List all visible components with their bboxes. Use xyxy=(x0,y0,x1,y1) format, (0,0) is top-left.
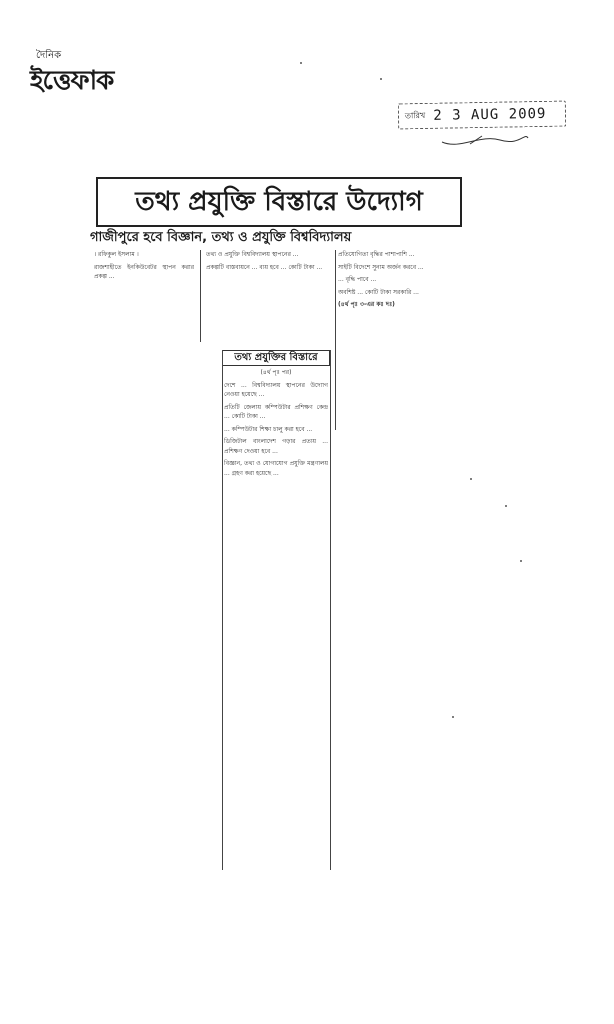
column-1-paragraph: । রফিকুল ইসলাম । xyxy=(94,251,139,258)
box-border-left xyxy=(222,350,223,870)
column-2-paragraph: তথ্য ও প্রযুক্তি বিশ্ববিদ্যালয় স্থাপনের ... xyxy=(206,251,299,258)
column-divider xyxy=(200,250,201,342)
continuation-note: (৪র্থ পৃঃ ৩-এর কঃ দঃ) xyxy=(338,301,395,308)
box-border-right xyxy=(330,350,331,870)
column-3 xyxy=(338,250,466,430)
column-divider xyxy=(335,250,336,430)
column-3-paragraph: সাইটি বিদেশে সুনাম অর্জন করবে ... xyxy=(338,263,424,271)
newspaper-masthead: ইত্তেফাক xyxy=(30,66,114,96)
scan-speck xyxy=(380,78,382,80)
column-1 xyxy=(94,250,194,342)
date-stamp-value: 2 3 AUG 2009 xyxy=(433,105,547,124)
continuation-box-title: তথ্য প্রযুক্তির বিস্তারে xyxy=(222,350,330,366)
scan-speck xyxy=(452,716,454,718)
masthead-tagline: দৈনিক xyxy=(36,50,62,61)
continuation-paragraph: বিজ্ঞান, তথ্য ও যোগাযোগ প্রযুক্তি মন্ত্রণালয় ... গ্রহণ করা হয়েছে ... xyxy=(224,460,328,477)
scan-speck xyxy=(505,505,507,507)
scan-speck xyxy=(520,560,522,562)
continuation-paragraph: ডিজিটাল বাংলাদেশ গড়ার প্রত্যয় ... প্রশিক্ষণ দেওয়া হবে ... xyxy=(224,438,328,455)
continuation-column xyxy=(224,368,328,868)
continuation-paragraph: প্রতিটি জেলায় কম্পিউটার প্রশিক্ষণ কেন্দ্র ... কোটি টাকা ... xyxy=(224,403,328,420)
column-1-paragraph: রাজশাহীতে ইনকিউবেটর স্থাপন করার প্রকল্প ... xyxy=(94,263,194,280)
article-subheadline: গাজীপুরে হবে বিজ্ঞান, তথ্য ও প্রযুক্তি বিশ্ববিদ্যালয় xyxy=(90,230,352,245)
column-3-paragraph: ... বৃদ্ধি পাবে ... xyxy=(338,276,377,283)
article-headline: তথ্য প্রযুক্তি বিস্তারে উদ্যোগ xyxy=(96,177,462,227)
date-stamp-label: তারিখ xyxy=(404,110,426,120)
handwritten-mark-icon xyxy=(440,128,530,150)
continuation-paragraph: ... কম্পিউটার শিক্ষা চালু করা হবে ... xyxy=(224,425,313,433)
continuation-paragraph: দেশে ... বিশ্ববিদ্যালয় স্থাপনের উদ্যোগ নেওয়া হয়েছে ... xyxy=(224,381,328,398)
column-2-paragraph: প্রকল্পটি বাস্তবায়নে ... ব্যয় হবে ... কোটি টাকা ... xyxy=(206,263,323,271)
column-2 xyxy=(206,250,334,342)
date-stamp xyxy=(398,101,566,130)
continuation-byline: (৪র্থ পৃঃ পর) xyxy=(260,369,292,376)
column-3-paragraph: প্রতিযোগিতা বৃদ্ধির পাশাপাশি ... xyxy=(338,251,415,258)
column-3-paragraph: অবশিষ্ট ... কোটি টাকা সরকারি ... xyxy=(338,288,419,296)
scan-speck xyxy=(470,478,472,480)
scan-speck xyxy=(300,62,302,64)
